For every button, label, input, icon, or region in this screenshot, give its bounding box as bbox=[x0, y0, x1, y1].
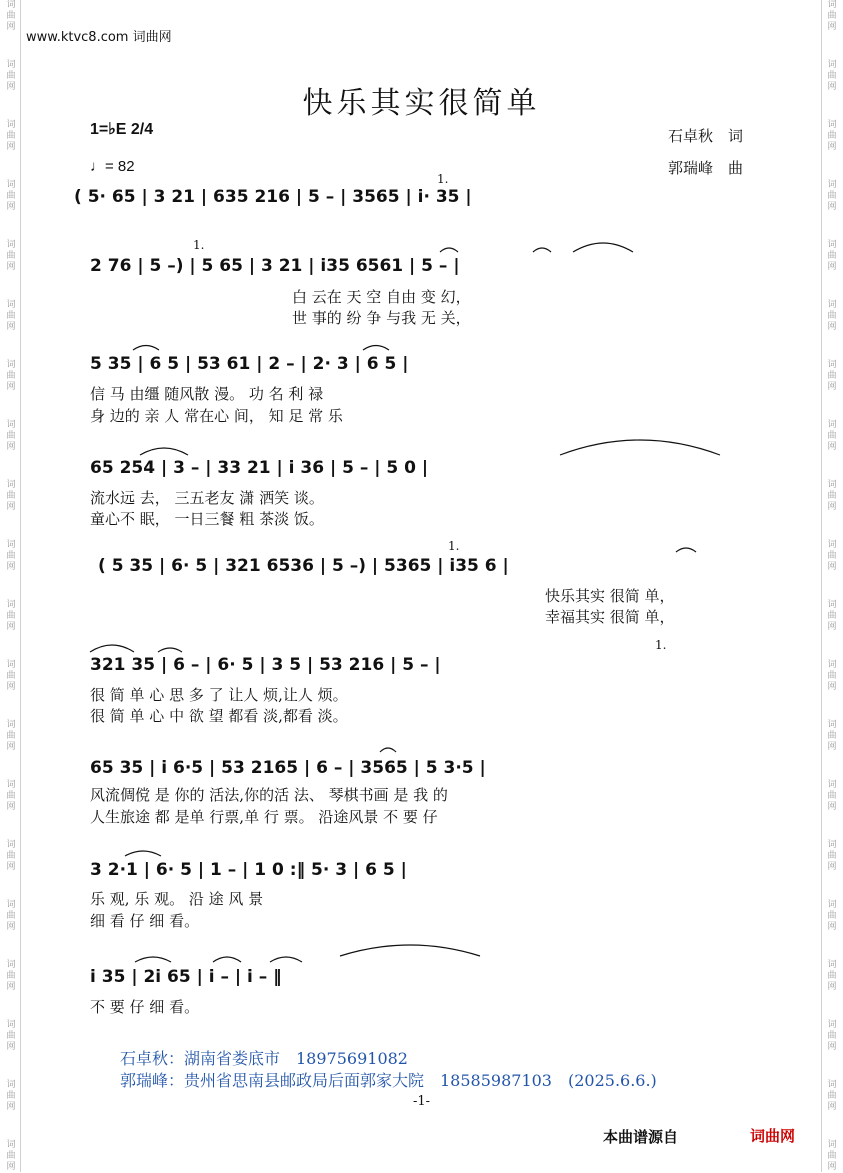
notation-row: ( 5· 65 | 3 21 | 635 216 | 5 – | 3565 | i· 35 | bbox=[74, 187, 472, 207]
lyric-line-verse-2: 很 简 单 心 中 欲 望 都看 淡,都看 淡。 bbox=[90, 707, 348, 725]
edge-watermark-mark: 词 曲 网 bbox=[6, 900, 16, 932]
notation-row: 321 35 | 6 – | 6· 5 | 3 5 | 53 216 | 5 – | bbox=[90, 655, 441, 675]
lyric-line-verse-1: 风流倜傥 是 你的 活法,你的活 法、 琴棋书画 是 我 的 bbox=[90, 786, 448, 804]
edge-watermark-mark: 词 曲 网 bbox=[827, 600, 837, 632]
edge-watermark-mark: 词 曲 网 bbox=[6, 1080, 16, 1112]
edge-watermark-mark: 词 曲 网 bbox=[827, 1080, 837, 1112]
edge-watermark-mark: 词 曲 网 bbox=[6, 60, 16, 92]
lyric-line-verse-1: 快乐其实 很简 单， bbox=[545, 587, 675, 605]
edge-watermark-mark: 词 曲 网 bbox=[827, 180, 837, 212]
edge-watermark-mark: 词 曲 网 bbox=[827, 720, 837, 752]
site-url[interactable]: www.ktvc8.com 词曲网 bbox=[26, 30, 172, 45]
edge-watermark-mark: 词 曲 网 bbox=[6, 780, 16, 812]
edge-watermark-mark: 词 曲 网 bbox=[6, 600, 16, 632]
edge-watermark-mark: 词 曲 网 bbox=[6, 180, 16, 212]
volta-marker: 1. bbox=[655, 638, 667, 652]
edge-watermark-mark: 词 曲 网 bbox=[827, 900, 837, 932]
edge-watermark-mark: 词 曲 网 bbox=[827, 960, 837, 992]
edge-watermark-mark: 词 曲 网 bbox=[6, 720, 16, 752]
edge-watermark-mark: 词 曲 网 bbox=[827, 300, 837, 332]
edge-watermark-mark: 词 曲 网 bbox=[827, 660, 837, 692]
notation-row: 3 2·1 | 6· 5 | 1 – | 1 0 :‖ 5· 3 | 6 5 | bbox=[90, 860, 407, 880]
edge-watermark-mark: 词 曲 网 bbox=[827, 1140, 837, 1172]
edge-watermark-mark: 词 曲 网 bbox=[827, 240, 837, 272]
edge-watermark-mark: 词 曲 网 bbox=[827, 1020, 837, 1052]
notation-row: 2 76 | 5 –) | 5 65 | 3 21 | i35 6561 | 5 – | bbox=[90, 256, 460, 276]
lyric-line-verse-1: 信 马 由缰 随风散 漫。 功 名 利 禄 bbox=[90, 385, 324, 403]
edge-watermark-mark: 词 曲 网 bbox=[827, 480, 837, 512]
edge-watermark-mark: 词 曲 网 bbox=[827, 540, 837, 572]
notation-row: ( 5 35 | 6· 5 | 321 6536 | 5 –) | 5365 | i35 6 | bbox=[98, 556, 509, 576]
edge-watermark-mark: 词 曲 网 bbox=[827, 0, 837, 32]
lyric-line-verse-2: 身 边的 亲 人 常在心 间， 知 足 常 乐 bbox=[90, 407, 343, 425]
notation-row: 65 254 | 3 – | 33 21 | i 36 | 5 – | 5 0 | bbox=[90, 458, 429, 478]
lyric-line-verse-1: 流水远 去， 三五老友 潇 洒笑 谈。 bbox=[90, 489, 324, 507]
edge-watermark-mark: 词 曲 网 bbox=[6, 300, 16, 332]
lyric-line-verse-1: 乐 观, 乐 观。 沿 途 风 景 bbox=[90, 890, 264, 908]
edge-watermark-mark: 词 曲 网 bbox=[6, 1020, 16, 1052]
notation-row: 65 35 | i 6·5 | 53 2165 | 6 – | 3565 | 5 3·5 | bbox=[90, 758, 486, 778]
edge-watermark-mark: 词 曲 网 bbox=[827, 420, 837, 452]
edge-watermark-mark: 词 曲 网 bbox=[6, 960, 16, 992]
composer-contact: 郭瑞峰：贵州省思南县邮政局后面郭家大院 18585987103 (2025.6.6.) bbox=[120, 1071, 657, 1090]
edge-watermark-mark: 词 曲 网 bbox=[827, 120, 837, 152]
edge-watermark-mark: 词 曲 网 bbox=[827, 840, 837, 872]
edge-watermark-mark: 词 曲 网 bbox=[6, 0, 16, 32]
source-site-link[interactable]: 词曲网 bbox=[750, 1127, 796, 1145]
song-title: 快乐其实很简单 bbox=[302, 86, 541, 121]
notation-row: i 35 | 2i 65 | i – | i – ‖ bbox=[90, 967, 282, 987]
lyric-line-verse-2: 世 事的 纷 争 与我 无 关， bbox=[292, 309, 471, 327]
edge-watermark-mark: 词 曲 网 bbox=[827, 360, 837, 392]
edge-watermark-mark: 词 曲 网 bbox=[6, 360, 16, 392]
composer-credit: 郭瑞峰 曲 bbox=[668, 159, 744, 177]
tempo-marking: ♩= 82 bbox=[90, 158, 135, 175]
edge-watermark-mark: 词 曲 网 bbox=[6, 540, 16, 572]
lyric-line-verse-2: 细 看 仔 细 看。 bbox=[90, 912, 200, 930]
edge-watermark-mark: 词 曲 网 bbox=[6, 240, 16, 272]
edge-watermark-mark: 词 曲 网 bbox=[6, 840, 16, 872]
lyric-line-verse-1: 很 简 单 心 思 多 了 让人 烦,让人 烦。 bbox=[90, 686, 348, 704]
lyricist-contact: 石卓秋：湖南省娄底市 18975691082 bbox=[120, 1049, 408, 1068]
lyric-line-verse-1: 白 云在 天 空 自由 变 幻， bbox=[292, 288, 471, 306]
notation-row: 5 35 | 6 5 | 53 61 | 2 – | 2· 3 | 6 5 | bbox=[90, 354, 409, 374]
edge-watermark-mark: 词 曲 网 bbox=[6, 480, 16, 512]
edge-watermark-mark: 词 曲 网 bbox=[827, 780, 837, 812]
edge-watermark-mark: 词 曲 网 bbox=[6, 660, 16, 692]
volta-marker: 1. bbox=[193, 238, 205, 252]
volta-marker: 1. bbox=[437, 172, 449, 186]
lyricist-credit: 石卓秋 词 bbox=[668, 127, 744, 145]
edge-watermark-mark: 词 曲 网 bbox=[6, 420, 16, 452]
edge-watermark-mark: 词 曲 网 bbox=[827, 60, 837, 92]
lyric-line-verse-2: 幸福其实 很简 单， bbox=[545, 608, 675, 626]
volta-marker: 1. bbox=[448, 539, 460, 553]
lyric-line-verse-2: 童心不 眠， 一日三餐 粗 茶淡 饭。 bbox=[90, 510, 324, 528]
lyric-line-verse-1: 不 要 仔 细 看。 bbox=[90, 998, 200, 1016]
edge-watermark-mark: 词 曲 网 bbox=[6, 1140, 16, 1172]
source-label: 本曲谱源自 bbox=[603, 1128, 679, 1146]
lyric-line-verse-2: 人生旅途 都 是单 行票,单 行 票。 沿途风景 不 要 仔 bbox=[90, 808, 438, 826]
page-number: -1- bbox=[412, 1094, 431, 1109]
edge-watermark-mark: 词 曲 网 bbox=[6, 120, 16, 152]
key-signature: 1=♭E 2/4 bbox=[90, 121, 154, 138]
